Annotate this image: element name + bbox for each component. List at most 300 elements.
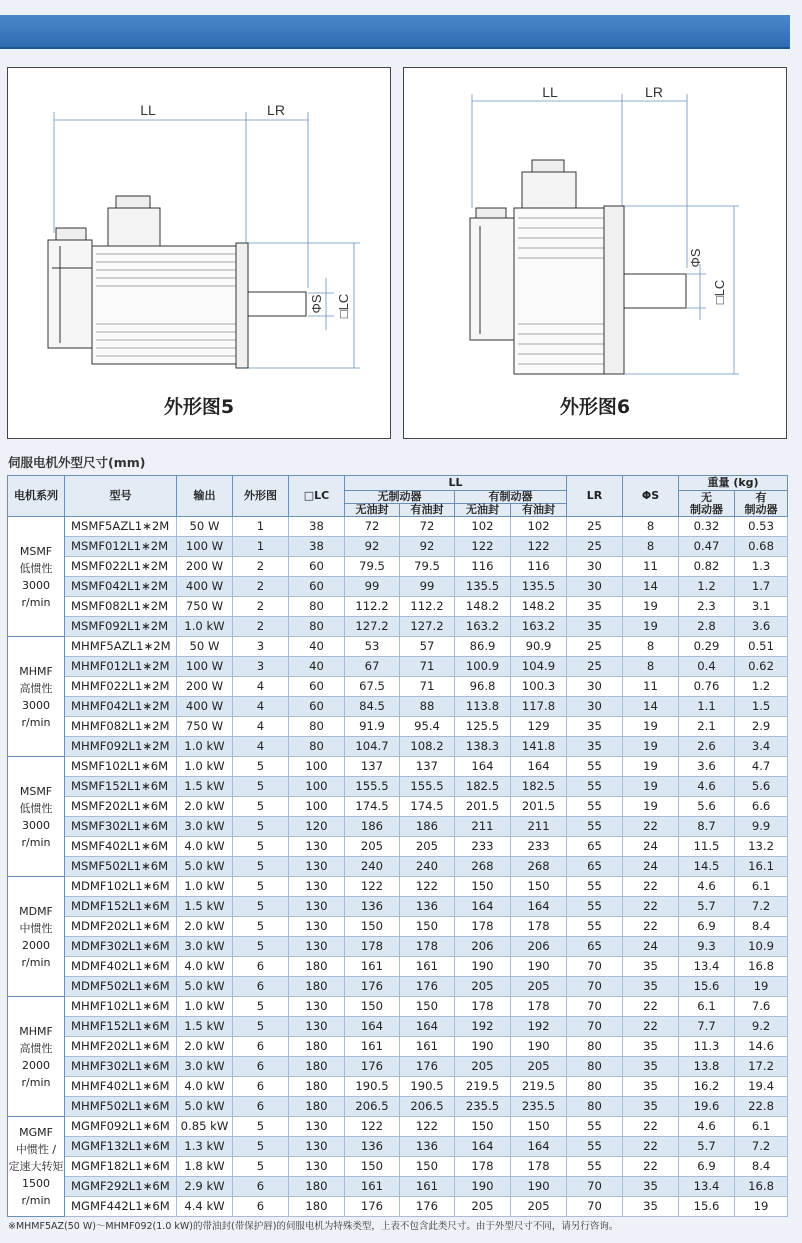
value-cell: 5: [233, 937, 289, 957]
header-no-brake: 无制动器: [345, 491, 455, 504]
value-cell: 80: [289, 717, 345, 737]
value-cell: 80: [289, 597, 345, 617]
value-cell: 65: [567, 837, 623, 857]
outline-figure-5: [7, 67, 391, 439]
model-cell: MDMF302L1∗6M: [65, 937, 177, 957]
table-row: [8, 1177, 788, 1197]
value-cell: 79.5: [400, 557, 455, 577]
value-cell: 17.2: [735, 1057, 788, 1077]
value-cell: 112.2: [400, 597, 455, 617]
value-cell: 8: [623, 537, 679, 557]
value-cell: 19: [623, 797, 679, 817]
value-cell: 6.1: [735, 877, 788, 897]
value-cell: 6: [233, 1177, 289, 1197]
value-cell: 2.0 kW: [177, 797, 233, 817]
model-cell: MHMF302L1∗6M: [65, 1057, 177, 1077]
value-cell: 100 W: [177, 537, 233, 557]
motor-drawing-5: [8, 68, 390, 438]
value-cell: 22: [623, 1157, 679, 1177]
value-cell: 3.0 kW: [177, 817, 233, 837]
table-row: [8, 957, 788, 977]
table-row: [8, 997, 788, 1017]
value-cell: 136: [345, 897, 400, 917]
value-cell: 5.7: [679, 1137, 735, 1157]
value-cell: 4: [233, 717, 289, 737]
value-cell: 16.8: [735, 957, 788, 977]
value-cell: 130: [289, 917, 345, 937]
value-cell: 178: [345, 937, 400, 957]
value-cell: 205: [511, 1057, 567, 1077]
value-cell: 129: [511, 717, 567, 737]
model-cell: MGMF132L1∗6M: [65, 1137, 177, 1157]
model-cell: MDMF102L1∗6M: [65, 877, 177, 897]
value-cell: 92: [400, 537, 455, 557]
value-cell: 178: [400, 937, 455, 957]
value-cell: 122: [455, 537, 511, 557]
series-line: r/min: [21, 835, 51, 849]
value-cell: 108.2: [400, 737, 455, 757]
value-cell: 268: [511, 857, 567, 877]
value-cell: 40: [289, 657, 345, 677]
value-cell: 35: [567, 617, 623, 637]
table-row: [8, 1077, 788, 1097]
value-cell: 22.8: [735, 1097, 788, 1117]
value-cell: 400 W: [177, 577, 233, 597]
model-cell: MSMF302L1∗6M: [65, 817, 177, 837]
value-cell: 130: [289, 937, 345, 957]
value-cell: 164: [455, 897, 511, 917]
value-cell: 91.9: [345, 717, 400, 737]
value-cell: 25: [567, 517, 623, 537]
value-cell: 138.3: [455, 737, 511, 757]
series-cell: [8, 877, 65, 997]
value-cell: 50 W: [177, 637, 233, 657]
value-cell: 4.0 kW: [177, 837, 233, 857]
value-cell: 11.3: [679, 1037, 735, 1057]
value-cell: 65: [567, 937, 623, 957]
value-cell: 130: [289, 1017, 345, 1037]
value-cell: 70: [567, 1017, 623, 1037]
model-cell: MSMF102L1∗6M: [65, 757, 177, 777]
value-cell: 176: [400, 1197, 455, 1217]
value-cell: 4.0 kW: [177, 957, 233, 977]
model-cell: MSMF402L1∗6M: [65, 837, 177, 857]
value-cell: 100 W: [177, 657, 233, 677]
value-cell: 13.2: [735, 837, 788, 857]
value-cell: 55: [567, 897, 623, 917]
value-cell: 136: [400, 1137, 455, 1157]
value-cell: 164: [511, 757, 567, 777]
value-cell: 19: [623, 717, 679, 737]
value-cell: 4.6: [679, 877, 735, 897]
value-cell: 2.3: [679, 597, 735, 617]
value-cell: 1.5 kW: [177, 777, 233, 797]
value-cell: 55: [567, 1117, 623, 1137]
value-cell: 176: [400, 977, 455, 997]
value-cell: 104.9: [511, 657, 567, 677]
value-cell: 120: [289, 817, 345, 837]
value-cell: 22: [623, 1017, 679, 1037]
value-cell: 5: [233, 817, 289, 837]
value-cell: 70: [567, 997, 623, 1017]
value-cell: 92: [345, 537, 400, 557]
value-cell: 6: [233, 1057, 289, 1077]
value-cell: 190: [511, 1037, 567, 1057]
value-cell: 192: [455, 1017, 511, 1037]
value-cell: 16.8: [735, 1177, 788, 1197]
value-cell: 5.0 kW: [177, 1097, 233, 1117]
value-cell: 22: [623, 877, 679, 897]
value-cell: 6.9: [679, 1157, 735, 1177]
value-cell: 22: [623, 817, 679, 837]
value-cell: 130: [289, 897, 345, 917]
value-cell: 9.2: [735, 1017, 788, 1037]
value-cell: 3.6: [679, 757, 735, 777]
model-cell: MSMF502L1∗6M: [65, 857, 177, 877]
value-cell: 95.4: [400, 717, 455, 737]
header-weight-no-brake: [679, 491, 735, 517]
value-cell: 137: [345, 757, 400, 777]
value-cell: 0.4: [679, 657, 735, 677]
value-cell: 6.1: [679, 997, 735, 1017]
value-cell: 122: [345, 1117, 400, 1137]
model-cell: MHMF502L1∗6M: [65, 1097, 177, 1117]
header-weight: 重量 (kg): [679, 476, 788, 491]
value-cell: 219.5: [455, 1077, 511, 1097]
value-cell: 205: [400, 837, 455, 857]
series-line: MDMF: [19, 904, 53, 918]
value-cell: 80: [567, 1037, 623, 1057]
value-cell: 22: [623, 1117, 679, 1137]
series-line: 高惯性: [19, 1041, 53, 1055]
header-ll: LL: [345, 476, 567, 491]
value-cell: 3: [233, 657, 289, 677]
value-cell: 4.7: [735, 757, 788, 777]
value-cell: 3.6: [735, 617, 788, 637]
model-cell: MHMF5AZL1∗2M: [65, 637, 177, 657]
series-line: 3000: [22, 698, 50, 712]
table-row: [8, 1017, 788, 1037]
value-cell: 201.5: [455, 797, 511, 817]
value-cell: 180: [289, 1097, 345, 1117]
value-cell: 2.8: [679, 617, 735, 637]
value-cell: 100.9: [455, 657, 511, 677]
value-cell: 5: [233, 897, 289, 917]
value-cell: 25: [567, 537, 623, 557]
value-cell: 99: [400, 577, 455, 597]
series-line: 低惯性: [19, 801, 53, 815]
value-cell: 8: [623, 517, 679, 537]
value-cell: 3: [233, 637, 289, 657]
series-line: 1500: [22, 1177, 50, 1190]
value-cell: 186: [400, 817, 455, 837]
value-cell: 72: [400, 517, 455, 537]
table-row: [8, 677, 788, 697]
value-cell: 163.2: [511, 617, 567, 637]
value-cell: 0.53: [735, 517, 788, 537]
series-line: MSMF: [19, 544, 53, 558]
value-cell: 16.2: [679, 1077, 735, 1097]
value-cell: 0.51: [735, 637, 788, 657]
series-line: r/min: [21, 955, 51, 969]
value-cell: 19: [623, 757, 679, 777]
footnote: ※MHMF5AZ(50 W)〜MHMF092(1.0 kW)的带油封(带保护唇)的伺服电机为特殊类型，上表不包含此类尺寸。由于外型尺寸不同，请另行咨询。: [8, 1221, 619, 1232]
value-cell: 240: [345, 857, 400, 877]
value-cell: 206: [511, 937, 567, 957]
table-body: [8, 517, 788, 1217]
value-cell: 35: [623, 1197, 679, 1217]
table-row: [8, 1057, 788, 1077]
value-cell: 22: [623, 997, 679, 1017]
value-cell: 25: [567, 657, 623, 677]
series-cell: [8, 757, 65, 877]
model-cell: MGMF182L1∗6M: [65, 1157, 177, 1177]
table-row: [8, 557, 788, 577]
value-cell: 112.2: [345, 597, 400, 617]
value-cell: 1.0 kW: [177, 737, 233, 757]
value-cell: 19: [623, 597, 679, 617]
header-weight-no-brake-line2: 制动器: [690, 502, 724, 516]
value-cell: 4: [233, 677, 289, 697]
value-cell: 2: [233, 597, 289, 617]
series-line: 2000: [22, 1058, 50, 1072]
series-line: 3000: [22, 818, 50, 832]
table-row: [8, 797, 788, 817]
value-cell: 5.7: [679, 897, 735, 917]
value-cell: 233: [455, 837, 511, 857]
model-cell: MSMF022L1∗2M: [65, 557, 177, 577]
value-cell: 750 W: [177, 717, 233, 737]
value-cell: 86.9: [455, 637, 511, 657]
value-cell: 55: [567, 777, 623, 797]
value-cell: 35: [567, 597, 623, 617]
value-cell: 176: [345, 1197, 400, 1217]
value-cell: 8: [623, 657, 679, 677]
value-cell: 180: [289, 1057, 345, 1077]
series-line: r/min: [21, 715, 51, 729]
series-line: r/min: [21, 595, 51, 609]
value-cell: 116: [511, 557, 567, 577]
value-cell: 11: [623, 557, 679, 577]
value-cell: 40: [289, 637, 345, 657]
value-cell: 130: [289, 997, 345, 1017]
value-cell: 190: [511, 1177, 567, 1197]
value-cell: 161: [400, 1177, 455, 1197]
value-cell: 60: [289, 697, 345, 717]
value-cell: 200 W: [177, 677, 233, 697]
value-cell: 4: [233, 697, 289, 717]
value-cell: 155.5: [400, 777, 455, 797]
value-cell: 176: [345, 1057, 400, 1077]
value-cell: 200 W: [177, 557, 233, 577]
value-cell: 13.4: [679, 1177, 735, 1197]
table-row: [8, 617, 788, 637]
value-cell: 15.6: [679, 1197, 735, 1217]
value-cell: 150: [400, 1157, 455, 1177]
value-cell: 79.5: [345, 557, 400, 577]
dim-phis-label: ΦS: [309, 294, 324, 314]
value-cell: 35: [623, 1077, 679, 1097]
value-cell: 190: [455, 1037, 511, 1057]
model-cell: MHMF022L1∗2M: [65, 677, 177, 697]
value-cell: 1.2: [679, 577, 735, 597]
table-row: [8, 1197, 788, 1217]
value-cell: 182.5: [511, 777, 567, 797]
value-cell: 7.7: [679, 1017, 735, 1037]
value-cell: 16.1: [735, 857, 788, 877]
value-cell: 35: [623, 1097, 679, 1117]
table-row: [8, 577, 788, 597]
table-row: [8, 917, 788, 937]
value-cell: 55: [567, 1137, 623, 1157]
series-line: MHMF: [19, 1024, 53, 1038]
value-cell: 19: [623, 737, 679, 757]
value-cell: 19.4: [735, 1077, 788, 1097]
value-cell: 2.9: [735, 717, 788, 737]
value-cell: 15.6: [679, 977, 735, 997]
value-cell: 4: [233, 737, 289, 757]
model-cell: MHMF042L1∗2M: [65, 697, 177, 717]
value-cell: 104.7: [345, 737, 400, 757]
value-cell: 22: [623, 917, 679, 937]
value-cell: 7.2: [735, 1137, 788, 1157]
value-cell: 35: [623, 977, 679, 997]
value-cell: 100: [289, 777, 345, 797]
value-cell: 2: [233, 577, 289, 597]
value-cell: 164: [345, 1017, 400, 1037]
motor-drawing-6: [404, 68, 786, 438]
dim-lc-label: □LC: [336, 293, 351, 319]
value-cell: 0.68: [735, 537, 788, 557]
value-cell: 71: [400, 657, 455, 677]
value-cell: 190.5: [345, 1077, 400, 1097]
value-cell: 135.5: [455, 577, 511, 597]
value-cell: 70: [567, 977, 623, 997]
value-cell: 750 W: [177, 597, 233, 617]
value-cell: 1.3: [735, 557, 788, 577]
header-weight-with-brake-line1: 有: [755, 490, 767, 504]
value-cell: 22: [623, 1137, 679, 1157]
value-cell: 4.0 kW: [177, 1077, 233, 1097]
value-cell: 148.2: [511, 597, 567, 617]
value-cell: 1.2: [735, 677, 788, 697]
header-lc: □LC: [289, 476, 345, 517]
value-cell: 5.6: [735, 777, 788, 797]
value-cell: 233: [511, 837, 567, 857]
value-cell: 5.0 kW: [177, 857, 233, 877]
value-cell: 192: [511, 1017, 567, 1037]
series-cell: [8, 1117, 65, 1217]
value-cell: 6: [233, 1037, 289, 1057]
value-cell: 11: [623, 677, 679, 697]
value-cell: 180: [289, 1037, 345, 1057]
value-cell: 137: [400, 757, 455, 777]
value-cell: 5: [233, 1117, 289, 1137]
value-cell: 5: [233, 917, 289, 937]
value-cell: 122: [345, 877, 400, 897]
value-cell: 163.2: [455, 617, 511, 637]
value-cell: 178: [455, 1157, 511, 1177]
model-cell: MHMF012L1∗2M: [65, 657, 177, 677]
value-cell: 6: [233, 1197, 289, 1217]
value-cell: 65: [567, 857, 623, 877]
value-cell: 80: [567, 1057, 623, 1077]
header-with-seal: 有油封: [400, 504, 455, 517]
model-cell: MDMF202L1∗6M: [65, 917, 177, 937]
model-cell: MSMF092L1∗2M: [65, 617, 177, 637]
table-row: [8, 777, 788, 797]
value-cell: 13.4: [679, 957, 735, 977]
model-cell: MSMF082L1∗2M: [65, 597, 177, 617]
value-cell: 178: [511, 997, 567, 1017]
value-cell: 205: [455, 977, 511, 997]
value-cell: 2.0 kW: [177, 917, 233, 937]
model-cell: MHMF102L1∗6M: [65, 997, 177, 1017]
value-cell: 5: [233, 1137, 289, 1157]
figure-caption: 外形图5: [163, 396, 235, 418]
value-cell: 71: [400, 677, 455, 697]
value-cell: 100: [289, 797, 345, 817]
value-cell: 113.8: [455, 697, 511, 717]
dim-ll-label: LL: [542, 84, 558, 100]
value-cell: 130: [289, 877, 345, 897]
series-line: 低惯性: [19, 561, 53, 575]
value-cell: 55: [567, 797, 623, 817]
value-cell: 190: [511, 957, 567, 977]
value-cell: 130: [289, 1117, 345, 1137]
value-cell: 9.9: [735, 817, 788, 837]
model-cell: MHMF092L1∗2M: [65, 737, 177, 757]
value-cell: 102: [511, 517, 567, 537]
value-cell: 161: [345, 957, 400, 977]
header-model: 型号: [65, 476, 177, 517]
value-cell: 9.3: [679, 937, 735, 957]
value-cell: 190.5: [400, 1077, 455, 1097]
value-cell: 24: [623, 857, 679, 877]
value-cell: 24: [623, 937, 679, 957]
value-cell: 6: [233, 957, 289, 977]
value-cell: 24: [623, 837, 679, 857]
value-cell: 150: [511, 877, 567, 897]
value-cell: 30: [567, 577, 623, 597]
value-cell: 211: [511, 817, 567, 837]
value-cell: 1.0 kW: [177, 877, 233, 897]
model-cell: MGMF292L1∗6M: [65, 1177, 177, 1197]
value-cell: 8.4: [735, 1157, 788, 1177]
value-cell: 180: [289, 1177, 345, 1197]
value-cell: 150: [400, 917, 455, 937]
series-line: r/min: [21, 1194, 51, 1207]
value-cell: 1.0 kW: [177, 997, 233, 1017]
value-cell: 3.0 kW: [177, 937, 233, 957]
section-title: 伺服电机外型尺寸(mm): [8, 455, 146, 470]
value-cell: 130: [289, 857, 345, 877]
value-cell: 211: [455, 817, 511, 837]
value-cell: 155.5: [345, 777, 400, 797]
value-cell: 38: [289, 537, 345, 557]
value-cell: 100: [289, 757, 345, 777]
value-cell: 6: [233, 1097, 289, 1117]
dimension-table: [7, 475, 788, 1217]
value-cell: 0.47: [679, 537, 735, 557]
value-cell: 180: [289, 957, 345, 977]
value-cell: 240: [400, 857, 455, 877]
header-output: 输出: [177, 476, 233, 517]
value-cell: 1.7: [735, 577, 788, 597]
series-line: r/min: [21, 1075, 51, 1089]
series-line: 定速大转矩: [8, 1160, 64, 1173]
dim-lr-label: LR: [645, 84, 663, 100]
